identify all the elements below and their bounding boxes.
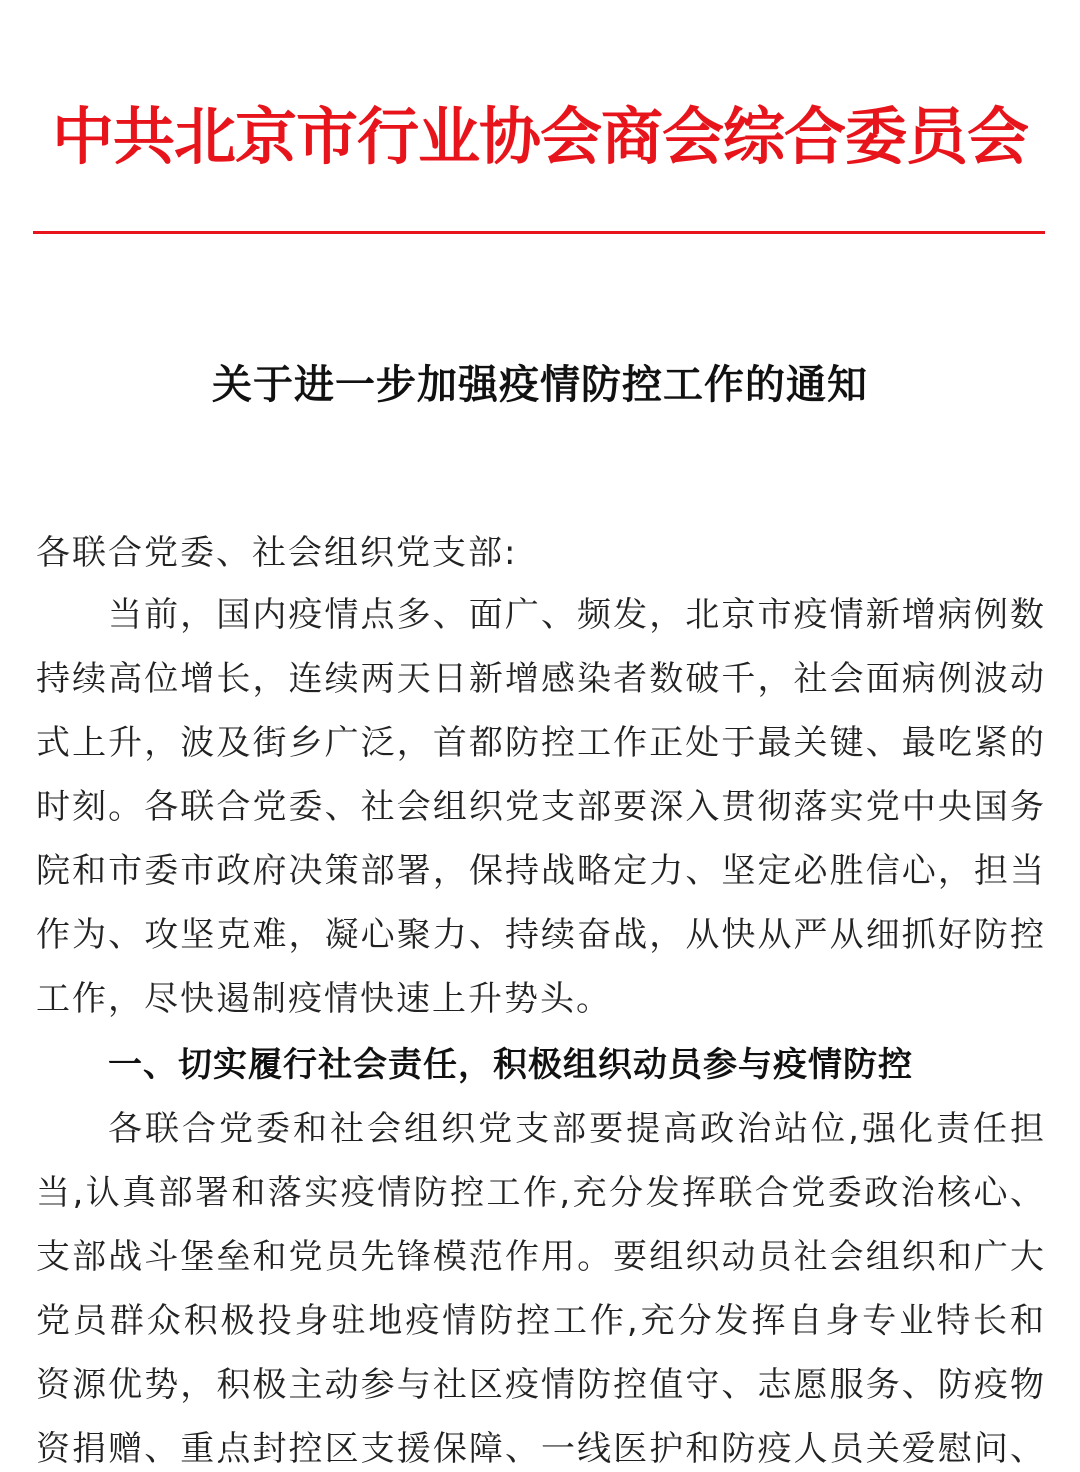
notice-title: 关于进一步加强疫情防控工作的通知 xyxy=(212,361,868,408)
section-line: 各联合党委和社会组织党支部要提高政治站位,强化责任担 xyxy=(108,1109,1044,1149)
intro-line: 作为、攻坚克难，凝心聚力、持续奋战，从快从严从细抓好防控 xyxy=(36,915,1044,955)
intro-line: 当前，国内疫情点多、面广、频发，北京市疫情新增病例数 xyxy=(108,595,1044,635)
intro-line: 时刻。各联合党委、社会组织党支部要深入贯彻落实党中央国务 xyxy=(36,787,1044,827)
section-heading: 一、切实履行社会责任，积极组织动员参与疫情防控 xyxy=(108,1045,913,1085)
intro-line: 持续高位增长，连续两天日新增感染者数破千，社会面病例波动 xyxy=(36,659,1044,699)
intro-line: 工作，尽快遏制疫情快速上升势头。 xyxy=(36,979,612,1019)
section-line: 党员群众积极投身驻地疫情防控工作,充分发挥自身专业特长和 xyxy=(36,1301,1044,1341)
intro-line: 院和市委市政府决策部署，保持战略定力、坚定必胜信心，担当 xyxy=(36,851,1044,891)
section-line: 当,认真部署和落实疫情防控工作,充分发挥联合党委政治核心、 xyxy=(36,1173,1044,1213)
intro-line: 式上升，波及街乡广泛，首都防控工作正处于最关键、最吃紧的 xyxy=(36,723,1044,763)
letterhead-title: 中共北京市行业协会商会综合委员会 xyxy=(51,100,1028,173)
section-line: 资源优势，积极主动参与社区疫情防控值守、志愿服务、防疫物 xyxy=(36,1365,1044,1405)
section-line: 支部战斗堡垒和党员先锋模范作用。要组织动员社会组织和广大 xyxy=(36,1237,1044,1277)
letterhead-divider xyxy=(33,231,1045,234)
section-line: 资捐赠、重点封控区支援保障、一线医护和防疫人员关爱慰问、 xyxy=(36,1429,1044,1469)
salutation: 各联合党委、社会组织党支部: xyxy=(36,533,518,573)
